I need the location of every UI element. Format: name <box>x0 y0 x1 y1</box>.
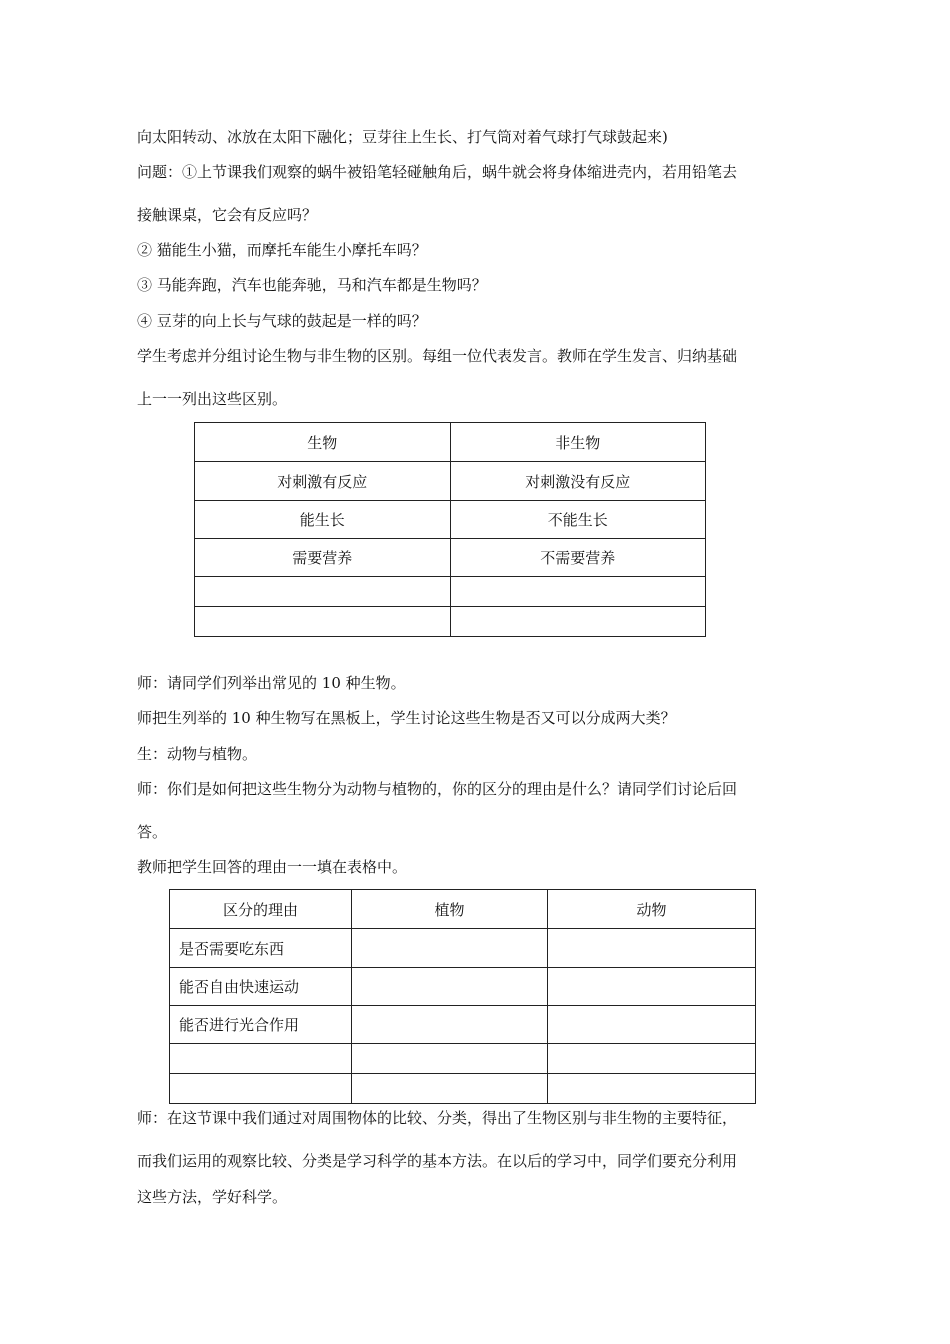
text-line: ③ 马能奔跑，汽车也能奔驰，马和汽车都是生物吗？ <box>137 276 487 294</box>
table-cell: 需要营养 <box>195 539 451 577</box>
table-header-cell: 动物 <box>548 890 756 929</box>
living-vs-nonliving-table <box>194 422 706 637</box>
table-cell: 不能生长 <box>450 501 706 539</box>
text-line: ② 猫能生小猫，而摩托车能生小摩托车吗？ <box>137 241 427 259</box>
table-cell <box>548 929 756 968</box>
table-cell: 不需要营养 <box>450 539 706 577</box>
table-cell: 是否需要吃东西 <box>170 929 352 968</box>
text-line: 这些方法，学好科学。 <box>137 1188 288 1206</box>
text-line: 向太阳转动、冰放在太阳下融化；豆芽往上生长、打气筒对着气球打气球鼓起来) <box>137 128 668 146</box>
table-header-cell: 植物 <box>352 890 548 929</box>
table-header-cell: 非生物 <box>450 423 706 462</box>
text-line: 学生考虑并分组讨论生物与非生物的区别。每组一位代表发言。教师在学生发言、归纳基础 <box>137 347 738 365</box>
table-cell <box>352 1044 548 1074</box>
text-line: ④ 豆芽的向上长与气球的鼓起是一样的吗？ <box>137 312 427 330</box>
text-line: 师：你们是如何把这些生物分为动物与植物的，你的区分的理由是什么？请同学们讨论后回 <box>137 780 738 798</box>
text-line: 而我们运用的观察比较、分类是学习科学的基本方法。在以后的学习中，同学们要充分利用 <box>137 1152 738 1170</box>
table-cell <box>450 607 706 637</box>
table-cell <box>352 968 548 1006</box>
table-cell: 能否进行光合作用 <box>170 1006 352 1044</box>
table-cell <box>352 1006 548 1044</box>
text-line: 接触课桌，它会有反应吗？ <box>137 206 318 224</box>
text-line: 上一一列出这些区别。 <box>137 390 288 408</box>
table-cell <box>170 1074 352 1104</box>
table-cell <box>170 1044 352 1074</box>
text-line: 师：在这节课中我们通过对周围物体的比较、分类，得出了生物区别与非生物的主要特征， <box>137 1109 738 1127</box>
table-cell <box>450 577 706 607</box>
table-cell: 对刺激有反应 <box>195 462 451 501</box>
text-line: 问题：①上节课我们观察的蜗牛被铅笔轻碰触角后，蜗牛就会将身体缩进壳内，若用铅笔去 <box>137 163 738 181</box>
table-cell <box>352 1074 548 1104</box>
plant-vs-animal-table <box>169 889 756 1104</box>
table-cell <box>352 929 548 968</box>
text-line: 教师把学生回答的理由一一填在表格中。 <box>137 858 408 876</box>
table-cell: 对刺激没有反应 <box>450 462 706 501</box>
text-line: 师：请同学们列举出常见的 10 种生物。 <box>137 674 406 692</box>
table-header-cell: 区分的理由 <box>170 890 352 929</box>
text-line: 答。 <box>137 823 168 841</box>
text-line: 师把生列举的 10 种生物写在黑板上，学生讨论这些生物是否又可以分成两大类？ <box>137 709 676 727</box>
table-cell <box>195 577 451 607</box>
table-cell <box>548 1006 756 1044</box>
table-cell: 能否自由快速运动 <box>170 968 352 1006</box>
table-header-cell: 生物 <box>195 423 451 462</box>
table-cell: 能生长 <box>195 501 451 539</box>
table-cell <box>548 968 756 1006</box>
table-cell <box>548 1074 756 1104</box>
table-cell <box>195 607 451 637</box>
table-cell <box>548 1044 756 1074</box>
text-line: 生：动物与植物。 <box>137 745 258 763</box>
